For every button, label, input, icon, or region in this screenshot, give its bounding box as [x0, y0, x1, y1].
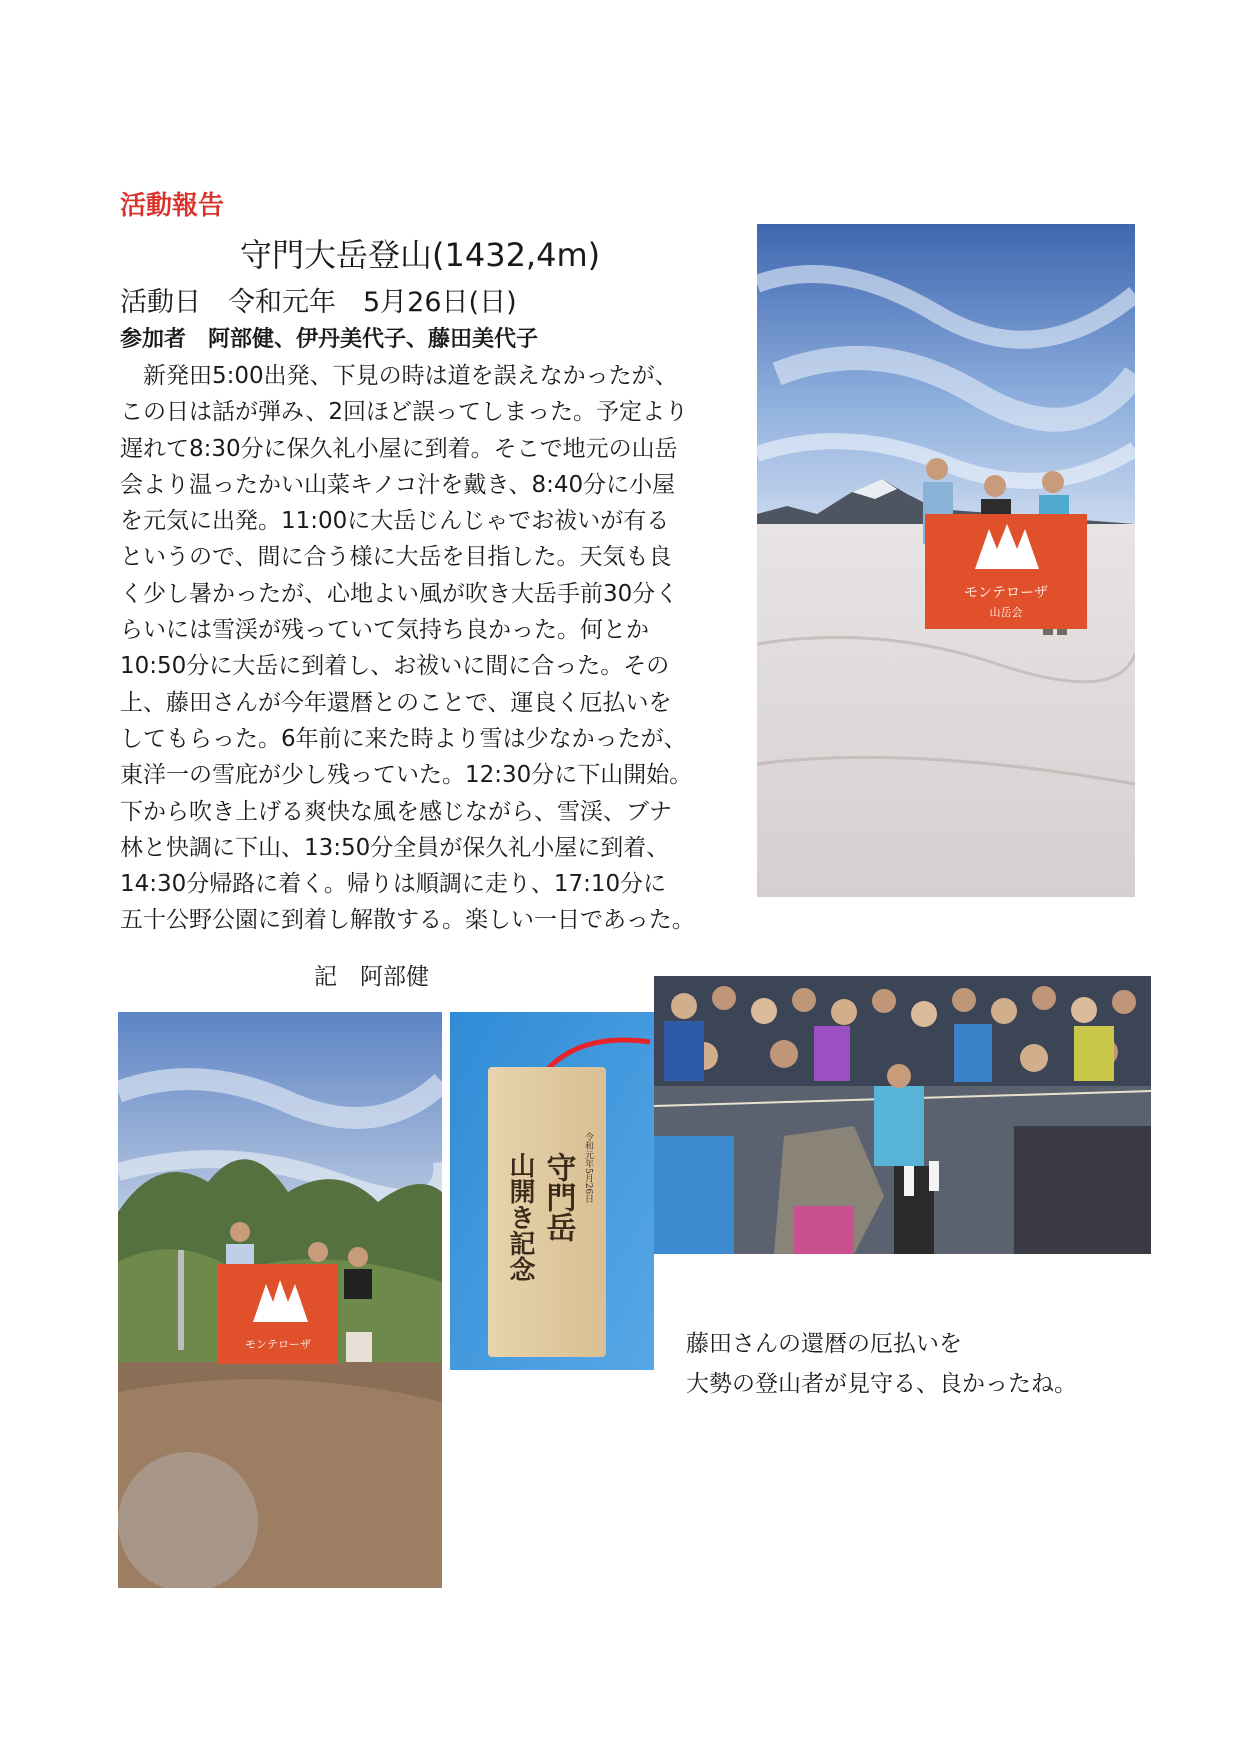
page-title: 守門大岳登山(1432,4m) — [240, 236, 601, 274]
plaque-date: 令和元年5月26日 — [583, 1132, 593, 1204]
body-line: してもらった。6年前に来た時より雪は少なかったが、 — [120, 725, 687, 752]
body-line: 10:50分に大岳に到着し、お祓いに間に合った。その — [120, 653, 670, 680]
body-line: 会より温ったかい山菜キノコ汁を戴き、8:40分に小屋 — [120, 471, 676, 498]
report-body — [120, 358, 740, 939]
crowd-ceremony-photo — [654, 976, 1151, 1254]
body-line: を元気に出発。11:00に大岳じんじゃでお祓いが有る — [120, 508, 670, 535]
photo-caption — [686, 1324, 1077, 1404]
activity-date: 活動日 令和元年 5月26日(日) — [120, 287, 517, 318]
body-line: 14:30分帰路に着く。帰りは順調に走り、17:10分に — [120, 871, 667, 898]
plaque-text: 山開き記念 — [505, 1152, 535, 1282]
summit-snow-photo — [757, 224, 1135, 897]
body-line: 林と快調に下山、13:50分全員が保久礼小屋に到着、 — [120, 834, 670, 861]
caption-line: 大勢の登山者が見守る、良かったね。 — [686, 1371, 1077, 1397]
body-line: く少し暑かったが、心地よい風が吹き大岳手前30分く — [120, 580, 679, 607]
body-line: 下から吹き上げる爽快な風を感じながら、雪渓、ブナ — [120, 798, 672, 825]
body-line: この日は話が弾み、2回ほど誤ってしまった。予定より — [120, 399, 689, 426]
flag-text: モンテローザ — [245, 1338, 311, 1351]
body-line: らいには雪渓が残っていて気持ち良かった。何とか — [120, 617, 649, 644]
plaque-text: 守門岳 — [540, 1152, 576, 1242]
body-line: 新発田5:00出発、下見の時は道を誤えなかったが、 — [120, 363, 678, 389]
wooden-plaque-photo — [450, 1012, 654, 1370]
flag-text: 山岳会 — [989, 606, 1023, 619]
body-line: 五十公野公園に到着し解散する。楽しい一日であった。 — [120, 907, 695, 934]
body-line: 東洋一の雪庇が少し残っていた。12:30分に下山開始。 — [120, 762, 693, 789]
body-line: 上、藤田さんが今年還暦とのことで、運良く厄払いを — [120, 689, 672, 716]
section-label: 活動報告 — [120, 191, 225, 221]
body-line: というので、間に合う様に大岳を目指した。天気も良 — [120, 544, 672, 571]
flag-text: モンテローザ — [964, 585, 1048, 601]
caption-line: 藤田さんの還暦の厄払いを — [686, 1331, 962, 1357]
trail-flag-photo — [118, 1012, 442, 1588]
body-line: 遅れて8:30分に保久礼小屋に到着。そこで地元の山岳 — [120, 435, 678, 462]
signature: 記 阿部健 — [314, 964, 429, 990]
participants: 参加者 阿部健、伊丹美代子、藤田美代子 — [120, 327, 539, 352]
